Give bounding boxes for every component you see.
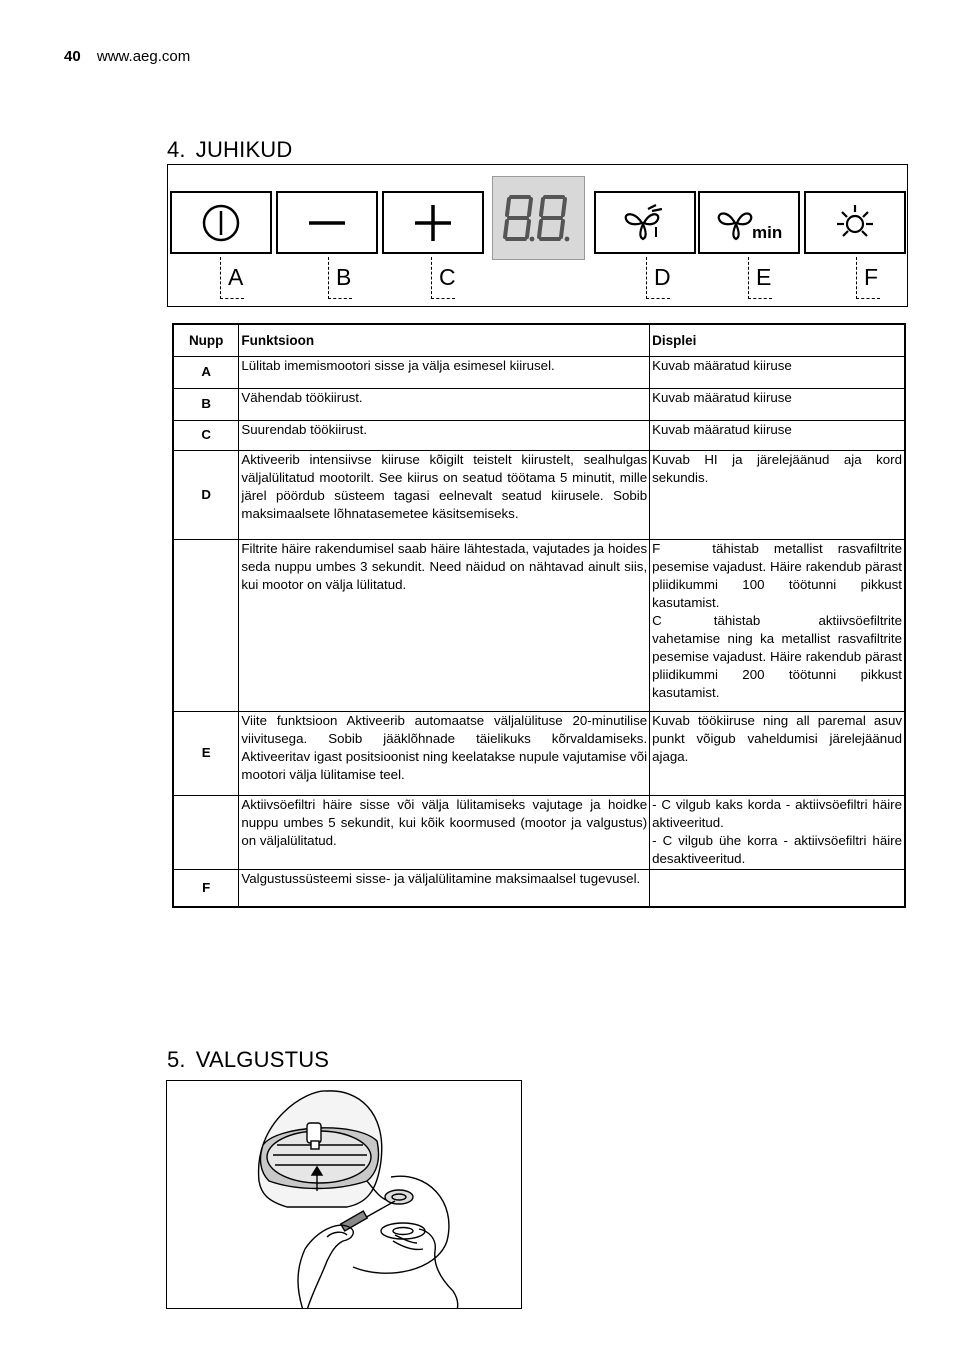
section-number: 5.: [167, 1047, 186, 1072]
page-number: 40: [64, 48, 81, 65]
row-key: D: [173, 450, 239, 539]
table-row: [173, 869, 905, 907]
table-row: [173, 356, 905, 388]
section-heading: JUHIKUD: [195, 137, 293, 162]
display-text: - C vilgub kaks korda - aktiivsöefiltri häire aktiveeritud.: [652, 796, 902, 830]
row-function: Lülitab imemismootori sisse ja välja esimesel kiirusel.: [239, 356, 650, 388]
row-function: Suurendab töökiirust.: [239, 420, 650, 450]
row-key: B: [173, 388, 239, 420]
row-display: Kuvab määratud kiiruse: [650, 388, 905, 420]
control-panel-figure: [167, 164, 908, 307]
plus-icon: [413, 203, 453, 243]
table-row: [173, 711, 905, 795]
plus-button-c: [382, 191, 484, 254]
display-text: tähistab aktiivsöefiltrite vahetamise ning ka metallist rasvafiltrite pesemise vajadust. Häire rakendub pärast pliidikummi 200 töötunni pikkust kasutamist.: [652, 612, 902, 700]
label-c: C: [431, 257, 459, 299]
table-row: [173, 450, 905, 539]
label-d: D: [646, 257, 674, 299]
delay-timer-button-e: [698, 191, 800, 254]
row-display: Kuvab HI ja järelejäänud aja kord sekundis.: [650, 450, 905, 539]
display-letter: C: [652, 612, 662, 628]
row-key: [173, 539, 239, 711]
row-function: Viite funktsioon Aktiveerib automaatse väljalülituse 20-minutilise viivitusega. Sobib jääklõhnade täielikuks kõrvaldamiseks. Aktiveeritav igast positsioonist ning keelatakse nupule vajutamise või mootori välja lülitamise teel.: [239, 711, 650, 795]
row-key: [173, 795, 239, 869]
functions-table: [172, 323, 906, 908]
row-key: F: [173, 869, 239, 907]
row-display: [650, 869, 905, 907]
section-heading: VALGUSTUS: [195, 1047, 330, 1072]
label-a: A: [220, 257, 248, 299]
label-f: F: [856, 257, 884, 299]
table-row: [173, 388, 905, 420]
row-display: [650, 795, 905, 869]
row-function: Valgustussüsteemi sisse- ja väljalülitamine maksimaalsel tugevusel.: [239, 869, 650, 907]
display-letter: F: [652, 540, 661, 556]
lamp-replacement-drawing: [167, 1081, 522, 1309]
display-text: tähistab metallist rasvafiltrite pesemise vajadust. Häire rakendub pärast pliidikummi 100 töötunni pikkust kasutamist.: [652, 540, 902, 610]
label-e: E: [748, 257, 776, 299]
seven-segment-display: [492, 176, 585, 260]
light-button-f: [804, 191, 906, 254]
lighting-illustration: [166, 1080, 522, 1309]
table-row: [173, 420, 905, 450]
website-url: www.aeg.com: [96, 48, 191, 65]
row-key: E: [173, 711, 239, 795]
display-text: - C vilgub ühe korra - aktiivsöefiltri häire desaktiveeritud.: [652, 832, 902, 866]
table-row: [173, 539, 905, 711]
row-display: Kuvab töökiiruse ning all paremal asuv punkt võigub vaheldumisi järelejäänud ajaga.: [650, 711, 905, 795]
row-function: Aktiivsöefiltri häire sisse või välja lülitamiseks vajutage ja hoidke nuppu umbes 5 sekundit, kui kõik koormused (mootor ja valgustus) on väljalülitatud.: [239, 795, 650, 869]
table-row: [173, 795, 905, 869]
minus-button-b: [276, 191, 378, 254]
row-function: Filtrite häire rakendumisel saab häire lähtestada, vajutades ja hoides seda nuppu umbes 3 sekundit. Need näidud on nähtavad ainult siis, kui mootor on välja lülitatud.: [239, 539, 650, 711]
row-display: Kuvab määratud kiiruse: [650, 356, 905, 388]
row-function: Aktiveerib intensiivse kiiruse kõigilt teistelt kiirustelt, sealhulgas väljalülitatud mootorilt. See kiirus on seatud töötama 5 minutit, mille järel pöördub süsteem tagasi eelnevalt seatud kiirusele. Sobib maksimaalsete lõhnatasemetee käsitsemiseks.: [239, 450, 650, 539]
label-b: B: [328, 257, 356, 299]
min-label: min: [752, 223, 783, 242]
header-key: Nupp: [173, 324, 239, 356]
row-display: [650, 539, 905, 711]
table-header-row: [173, 324, 905, 356]
intensive-fan-button-d: [594, 191, 696, 254]
header-function: Funktsioon: [239, 324, 650, 356]
lamp-icon: [834, 202, 876, 244]
power-button-a: [170, 191, 272, 254]
minus-icon: [307, 217, 347, 229]
row-display: Kuvab määratud kiiruse: [650, 420, 905, 450]
header-display: Displei: [650, 324, 905, 356]
segment-digits-icon: [503, 193, 575, 243]
row-function: Vähendab töökiirust.: [239, 388, 650, 420]
section-title-controls: [167, 137, 293, 163]
intensive-fan-icon: [622, 203, 668, 243]
section-title-lighting: [167, 1047, 329, 1073]
page-header: [64, 48, 190, 65]
section-number: 4.: [167, 137, 186, 162]
row-key: A: [173, 356, 239, 388]
row-key: C: [173, 420, 239, 450]
power-icon: [201, 203, 241, 243]
